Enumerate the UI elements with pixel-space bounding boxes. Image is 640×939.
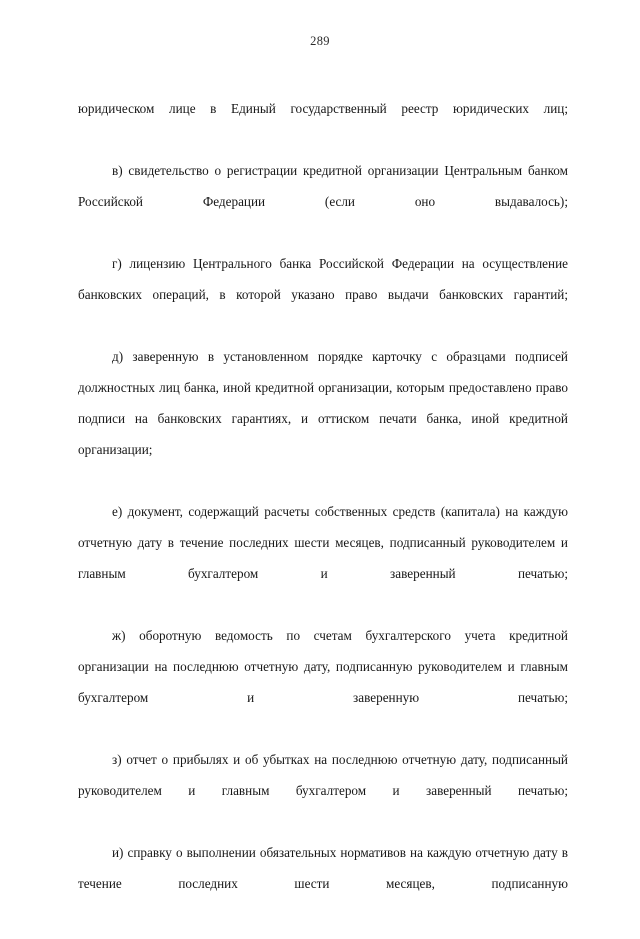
paragraph: г) лицензию Центрального банка Российской Федерации на осуществление банковских операций, в которой указано право выдачи банковских гарантий; [78,256,568,302]
paragraph: юридическом лице в Единый государственный реестр юридических лиц; [78,101,568,116]
paragraph: з) отчет о прибылях и об убытках на последнюю отчетную дату, подписанный руководителем и главным бухгалтером и заверенный печатью; [78,752,568,798]
page-number: 289 [310,34,330,48]
document-page [0,34,640,939]
paragraph: и) справку о выполнении обязательных нормативов на каждую отчетную дату в течение последних шести месяцев, подписанную [78,845,568,891]
document-body [0,93,640,930]
paragraph: в) свидетельство о регистрации кредитной организации Центральным банком Российской Федерации (если оно выдавалось); [78,163,568,209]
paragraph: ж) оборотную ведомость по счетам бухгалтерского учета кредитной организации на последнюю отчетную дату, подписанную руководителем и главным бухгалтером и заверенную печатью; [78,628,568,705]
paragraph: д) заверенную в установленном порядке карточку с образцами подписей должностных лиц банка, иной кредитной организации, которым предоставлено право подписи на банковских гарантиях, и оттиском печати банка, иной кредитной организации; [78,349,568,457]
paragraph: е) документ, содержащий расчеты собственных средств (капитала) на каждую отчетную дату в течение последних шести месяцев, подписанный руководителем и главным бухгалтером и заверенный печатью; [78,504,568,581]
